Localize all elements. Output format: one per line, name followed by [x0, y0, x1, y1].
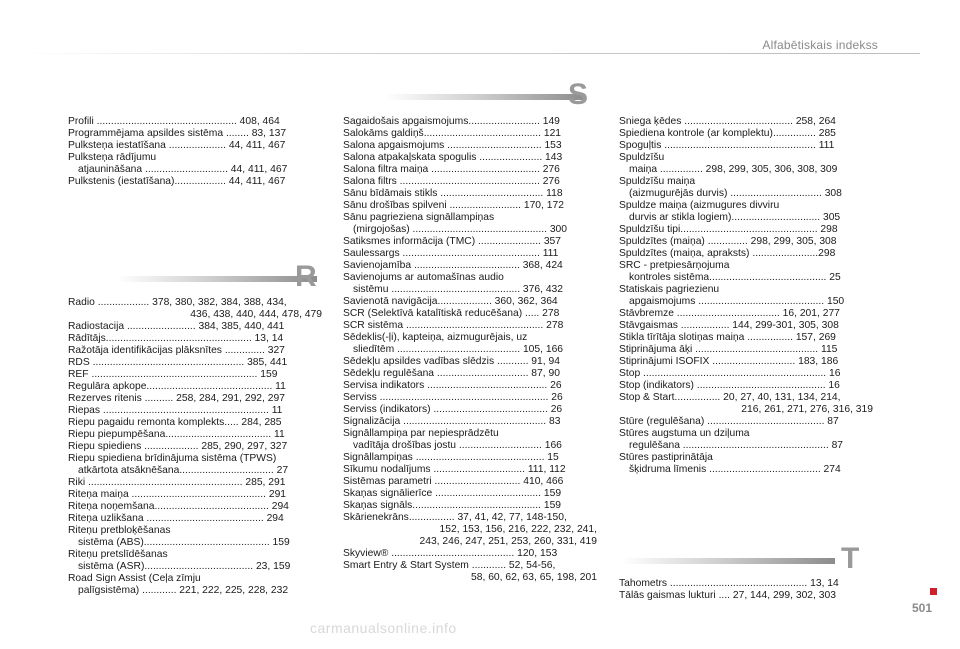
index-entry: vadītāja drošības jostu ............................. 166: [353, 440, 562, 451]
footer-marker: [930, 588, 937, 595]
page-number: 501: [912, 601, 933, 615]
index-entry: šķidruma līmenis ....................................... 274: [629, 464, 841, 475]
index-entry: Stikla tīrītāja slotiņas maiņa ................ 157, 269: [619, 332, 836, 343]
index-entry: Pulksteņa iestatīšana .................... 44, 411, 467: [68, 140, 286, 151]
index-entry: kontroles sistēma......................................... 25: [629, 272, 841, 283]
index-entry: Skaņas signālierīce ..................................... 159: [343, 488, 562, 499]
index-entry: Tahometrs ................................................ 13, 14: [619, 578, 839, 589]
index-entry: Sēdekļu regulēšana ................................ 87, 90: [343, 368, 560, 379]
index-entry: maiņa ............... 298, 299, 305, 306, 308, 309: [629, 164, 838, 175]
section-r-bar: [117, 276, 317, 282]
index-entry: sistēmu ............................................. 376, 432: [353, 284, 564, 295]
index-entry: Riepu spiediena brīdinājuma sistēma (TPWS): [68, 453, 277, 464]
index-entry: Sistēmas parametri .............................. 410, 466: [343, 476, 564, 487]
section-r-header: [117, 262, 323, 294]
index-entry: Pulkstenis (iestatīšana).................. 44, 411, 467: [68, 176, 286, 187]
index-entry: Riteņu pretslīdēšanas: [68, 549, 168, 560]
index-entry: Salona filtrs ................................................. 276: [343, 176, 560, 187]
index-entry: Stiprinājumi ISOFIX ............................. 183, 186: [619, 356, 839, 367]
index-entry: atjaunināšana ............................. 44, 411, 467: [78, 164, 288, 175]
index-entry: Rezerves ritenis .......... 258, 284, 291, 292, 297: [68, 393, 285, 404]
index-entry: Sēdeklis(-ļi), kapteiņa, aizmugurējais, uz: [343, 332, 528, 343]
index-entry: Sānu bīdāmais stikls .................................... 118: [343, 188, 563, 199]
index-entry: Riepas .......................................................... 11: [68, 405, 283, 416]
index-entry: Spuldzītes (maiņa) .............. 298, 299, 305, 308: [619, 236, 837, 247]
index-entry: Sēdekļu apsildes vadības slēdzis ........... 91, 94: [343, 356, 560, 367]
index-entry: Spiediena kontrole (ar komplektu)............... 285: [619, 128, 836, 139]
index-entry: Servisa indikators .......................................... 26: [343, 380, 562, 391]
section-t-header: [621, 544, 859, 576]
index-entry: Riepu pagaidu remonta komplekts..... 284, 285: [68, 417, 282, 428]
index-entry: Riteņa maiņa ............................................... 291: [68, 489, 287, 500]
index-entry: Spuldzītes (maiņa, apraksts) .......................298: [619, 248, 836, 259]
section-letter-s: S: [568, 78, 589, 111]
index-entry: Salona filtra maiņa ...................................... 276: [343, 164, 560, 175]
index-entry: Salokāms galdiņš......................................... 121: [343, 128, 562, 139]
index-entry: Salona atpakaļskata spogulis ...................... 143: [343, 152, 563, 163]
index-entry: Riteņu pretbloķēšanas: [68, 525, 171, 536]
index-entry: Radiostacija ........................ 384, 385, 440, 441: [68, 321, 285, 332]
index-entry: REF .......................................................... 159: [68, 369, 278, 380]
index-entry: SCR (Selektīvā katalītiskā reducēšana) ..... 278: [343, 308, 560, 319]
index-entry: (aizmugurējās durvis) ................................ 308: [629, 188, 842, 199]
index-entry: 436, 438, 440, 444, 478, 479: [190, 309, 322, 320]
index-entry: Sānu pagrieziena signāllampiņas: [343, 212, 495, 223]
index-entry: regulēšana ................................................... 87: [629, 440, 844, 451]
index-entry: Riki ...................................................... 285, 291: [68, 477, 286, 488]
index-entry: Signāllampiņas ............................................. 15: [343, 452, 559, 463]
index-entry: Regulāra apkope............................................ 11: [68, 381, 286, 392]
page-header-title: Alfabētiskais indekss: [762, 38, 878, 52]
index-entry: sistēma (ASR)...................................... 23, 159: [78, 561, 291, 572]
index-entry: Ražotāja identifikācijas plāksnītes .............. 327: [68, 345, 285, 356]
index-entry: durvis ar stikla logiem)............................... 305: [629, 212, 841, 223]
section-letter-r: R: [295, 260, 317, 293]
index-entry: Statiskais pagriezienu: [619, 284, 720, 295]
index-entry: Pulksteņa rādījumu: [68, 152, 157, 163]
index-column-1-top: [68, 116, 322, 188]
index-entry: Smart Entry & Start System ............ 52, 54-56,: [343, 560, 556, 571]
index-entry: Tālās gaismas lukturi .... 27, 144, 299, 302, 303: [619, 590, 836, 601]
index-entry: Stiprinājuma āķi ........................................... 115: [619, 344, 838, 355]
index-entry: SCR sistēma ................................................ 278: [343, 320, 564, 331]
section-s-bar: [385, 94, 585, 100]
index-entry: Spuldze maiņa (aizmugures divviru: [619, 200, 780, 211]
index-entry: Saulessargs ................................................ 111: [343, 248, 559, 259]
index-entry: Stūres augstuma un dziļuma: [619, 428, 750, 439]
index-entry: Signāllampiņa par nepiesprādzētu: [343, 428, 499, 439]
index-entry: Riepu piepumpēšana..................................... 11: [68, 429, 285, 440]
section-t-bar: [621, 558, 835, 564]
index-entry: Stop (indikators) ............................................. 16: [619, 380, 840, 391]
index-entry: palīgsistēma) ............ 221, 222, 225, 228, 232: [78, 585, 289, 596]
index-entry: Savienojums ar automašīnas audio: [343, 272, 504, 283]
index-entry: Skārienekrāns................ 37, 41, 42, 77, 148-150,: [343, 512, 567, 523]
index-entry: 58, 60, 62, 63, 65, 198, 201: [471, 572, 597, 583]
index-entry: apgaismojums ............................................ 150: [629, 296, 845, 307]
index-entry: Road Sign Assist (Ceļa zīmju: [68, 573, 201, 584]
index-entry: sistēma (ABS)............................................ 159: [78, 537, 290, 548]
index-entry: Radio .................. 378, 380, 382, 384, 388, 434,: [68, 297, 287, 308]
index-entry: Programmējama apsildes sistēma ........ 83, 137: [68, 128, 287, 139]
index-entry: Stāvbremze .................................... 16, 201, 277: [619, 308, 840, 319]
index-entry: Riteņa uzlikšana ......................................... 294: [68, 513, 284, 524]
index-entry: (mirgojošas) ............................................... 300: [353, 224, 568, 235]
index-entry: RDS ..................................................... 385, 441: [68, 357, 288, 368]
index-entry: Savienotā navigācija................... 360, 362, 364: [343, 296, 558, 307]
index-entry: Spuldzīšu maiņa: [619, 176, 696, 187]
index-entry: Stūre (regulēšana) ......................................... 87: [619, 416, 839, 427]
index-entry: Skyview® ........................................... 120, 153: [343, 548, 558, 559]
index-entry: Sagaidošais apgaismojums......................... 149: [343, 116, 560, 127]
index-column-1-r: [68, 297, 322, 597]
index-entry: Salona apgaismojums ................................. 153: [343, 140, 562, 151]
index-column-2-s: [343, 116, 597, 584]
index-entry: Spuldzīšu tipi................................................ 298: [619, 224, 838, 235]
index-entry: Stāvgaismas ................. 144, 299-301, 305, 308: [619, 320, 839, 331]
index-entry: Serviss (indikators) ........................................ 26: [343, 404, 563, 415]
index-entry: Sīkumu nodalījums ................................ 111, 112: [343, 464, 566, 475]
index-entry: Stop & Start................ 20, 27, 40, 131, 134, 214,: [619, 392, 841, 403]
index-entry: Sniega ķēdes ...................................... 258, 264: [619, 116, 836, 127]
index-entry: atkārtota atsāknēšana................................. 27: [78, 465, 289, 476]
index-entry: Satiksmes informācija (TMC) ...................... 357: [343, 236, 561, 247]
watermark: carmanualsonline.info: [310, 620, 457, 636]
index-entry: Stūres pastiprinātāja: [619, 452, 713, 463]
index-entry: Signalizācija .................................................. 83: [343, 416, 561, 427]
header-divider: [20, 53, 920, 54]
index-entry: sliedītēm ........................................... 105, 166: [353, 344, 564, 355]
index-entry: Riepu spiediens ................... 285, 290, 297, 327: [68, 441, 288, 452]
index-entry: Serviss ........................................................... 26: [343, 392, 563, 403]
index-entry: Stop ................................................................ 16: [619, 368, 841, 379]
section-s-header: [385, 80, 591, 112]
index-entry: 216, 261, 271, 276, 316, 319: [741, 404, 873, 415]
index-entry: Profili ................................................. 408, 464: [68, 116, 280, 127]
index-entry: Skaņas signāls............................................. 159: [343, 500, 562, 511]
index-entry: 243, 246, 247, 251, 253, 260, 331, 419: [419, 536, 597, 547]
index-entry: Savienojamība ..................................... 368, 424: [343, 260, 563, 271]
index-entry: Sānu drošības spilveni ......................... 170, 172: [343, 200, 564, 211]
index-column-3-s: [619, 116, 873, 476]
section-letter-t: T: [841, 542, 860, 575]
index-entry: Rādītājs................................................... 13, 14: [68, 333, 284, 344]
index-entry: Spuldzīšu: [619, 152, 665, 163]
index-column-3-t: [619, 578, 873, 602]
index-entry: 152, 153, 156, 216, 222, 232, 241,: [439, 524, 597, 535]
index-entry: Spoguļtis ..................................................... 111: [619, 140, 835, 151]
index-entry: Riteņa noņemšana........................................ 294: [68, 501, 289, 512]
index-entry: SRC - pretpiesārņojuma: [619, 260, 730, 271]
